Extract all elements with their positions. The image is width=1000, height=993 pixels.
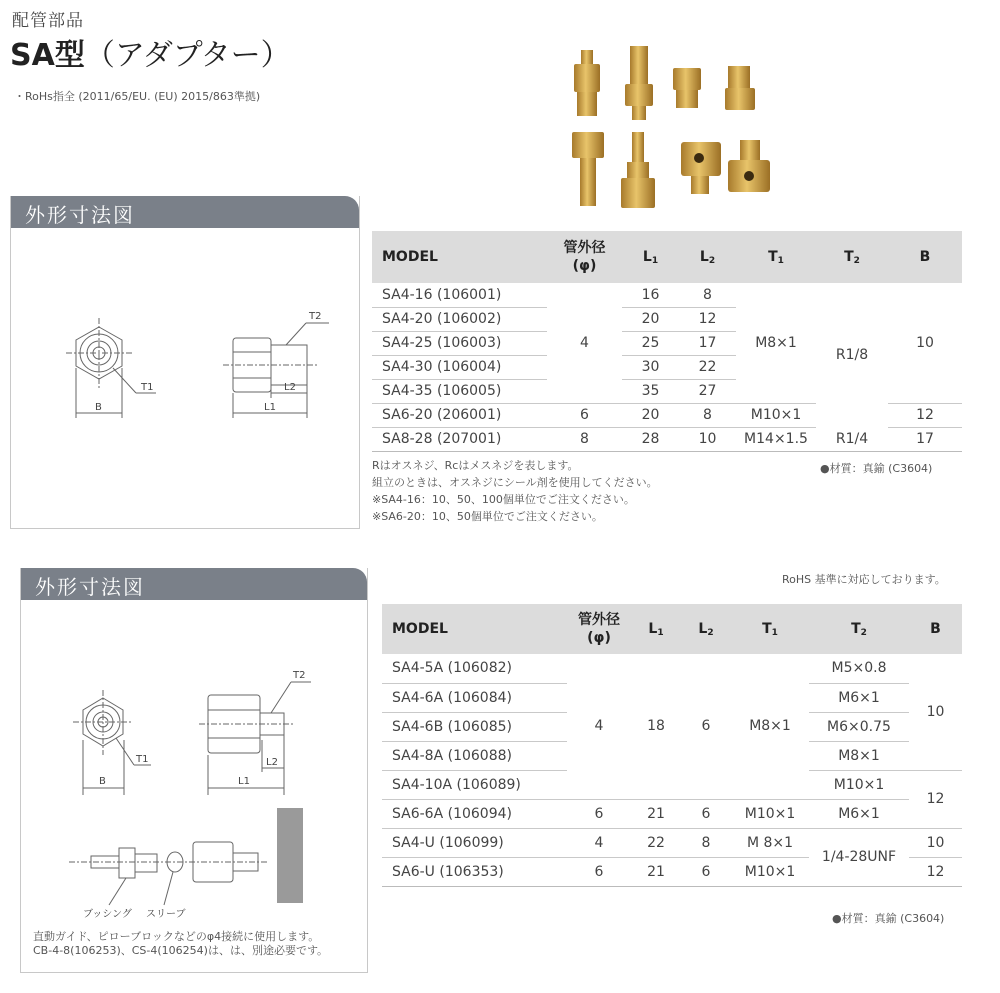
col-t1: $T_1$ <box>736 231 816 283</box>
table-header-row <box>372 231 962 283</box>
rohs-note-2: RoHS 基準に対応しております。 <box>782 573 946 586</box>
material-note-1: ●材質：真鍮 (C3604) <box>820 462 933 475</box>
material-note-2: ●材質：真鍮 (C3604) <box>832 912 945 925</box>
table-row: SA4-10A (106089) M10×1 12 <box>382 770 962 799</box>
col-b: B <box>888 231 962 283</box>
table-row: SA4-35 (106005) 35 27 <box>382 383 717 399</box>
page-title <box>10 30 291 74</box>
dimension-diagram-panel-1 <box>10 196 360 529</box>
col-model: MODEL <box>382 604 567 654</box>
table-row: SA4-5A (106082) 4 18 6 M8×1 M5×0.8 10 <box>382 654 962 683</box>
table-row: SA8-28 (207001) 8 28 10 M14×1.5 R1/4 17 <box>372 427 962 451</box>
label-t2: T2 <box>293 670 306 681</box>
label-l2: L2 <box>284 382 296 393</box>
col-t2: $T_2$ <box>816 231 888 283</box>
rohs-note: ・RoHs指全 (2011/65/EU. (EU) 2015/863準拠) <box>14 90 261 103</box>
dimension-drawing-2 <box>21 600 367 920</box>
title-model: SA型 <box>10 38 85 73</box>
col-diameter: 管外径 (φ) <box>567 604 631 654</box>
col-b: B <box>909 604 962 654</box>
diagram-notes-2: 直動ガイド、ピローブロックなどのφ4接続に使用します。 CB-4-8(106253)、CS-4(106254)は、は、別途必要です。 <box>33 930 329 957</box>
col-l1: $L_1$ <box>622 231 679 283</box>
label-bushing: ブッシング <box>83 909 132 920</box>
category-label: 配管部品 <box>12 11 84 31</box>
label-t2: T2 <box>309 311 322 322</box>
panel-title: 外形寸法図 <box>21 568 367 600</box>
col-t2: $T_2$ <box>809 604 909 654</box>
table-row: SA4-16 (106001) 4 16 8 M8×1 R1/8 10 <box>372 283 962 307</box>
label-l1: L1 <box>264 402 276 413</box>
table-row: SA4-20 (106002) 20 12 <box>372 307 962 331</box>
table-row: SA6-U (106353) 6 21 6 M10×1 12 <box>382 857 962 886</box>
table-row: SA4-8A (106088) M8×1 <box>382 741 962 770</box>
table-row: SA6-20 (206001) 6 20 8 M10×1 12 <box>372 403 962 427</box>
dimension-diagram-panel-2 <box>20 568 368 973</box>
title-desc: （アダプター） <box>84 38 291 73</box>
table-row: SA4-U (106099) 4 22 8 M 8×1 1/4-28UNF 10 <box>382 828 962 857</box>
dimension-drawing-1 <box>11 228 359 528</box>
product-photo <box>555 30 785 210</box>
table-row: SA4-30 (106004) 30 22 <box>372 355 962 379</box>
table-row: SA6-6A (106094) 6 21 6 M10×1 M6×1 <box>382 799 962 828</box>
label-sleeve: スリーブ <box>146 909 186 920</box>
label-b: B <box>95 402 102 413</box>
panel-title: 外形寸法図 <box>11 196 359 228</box>
col-l2: $L_2$ <box>679 231 736 283</box>
label-t1: T1 <box>136 754 149 765</box>
col-t1: $T_1$ <box>731 604 809 654</box>
label-b: B <box>99 776 106 787</box>
col-model: MODEL <box>372 231 547 283</box>
label-l2: L2 <box>266 757 278 768</box>
col-l2: $L_2$ <box>681 604 731 654</box>
col-diameter: 管外径 (φ) <box>547 231 622 283</box>
col-l1: $L_1$ <box>631 604 681 654</box>
table-header-row <box>382 604 962 654</box>
spec-table-2 <box>382 604 962 887</box>
table-notes-1: Rはオスネジ、Rcはメスネジを表します。 組立のときは、オスネジにシール剤を使用してください。 ※SA4-16：10、50、100個単位でご注文ください。 ※SA6-20：10、50個単位でご注文ください。 <box>372 459 658 523</box>
table-row: SA4-6A (106084) M6×1 <box>382 683 962 712</box>
label-l1: L1 <box>238 776 250 787</box>
spec-table-1 <box>372 231 962 452</box>
label-t1: T1 <box>141 382 154 393</box>
table-row: SA4-6B (106085) M6×0.75 <box>382 712 962 741</box>
table-row: SA4-25 (106003) 25 17 <box>372 331 962 355</box>
